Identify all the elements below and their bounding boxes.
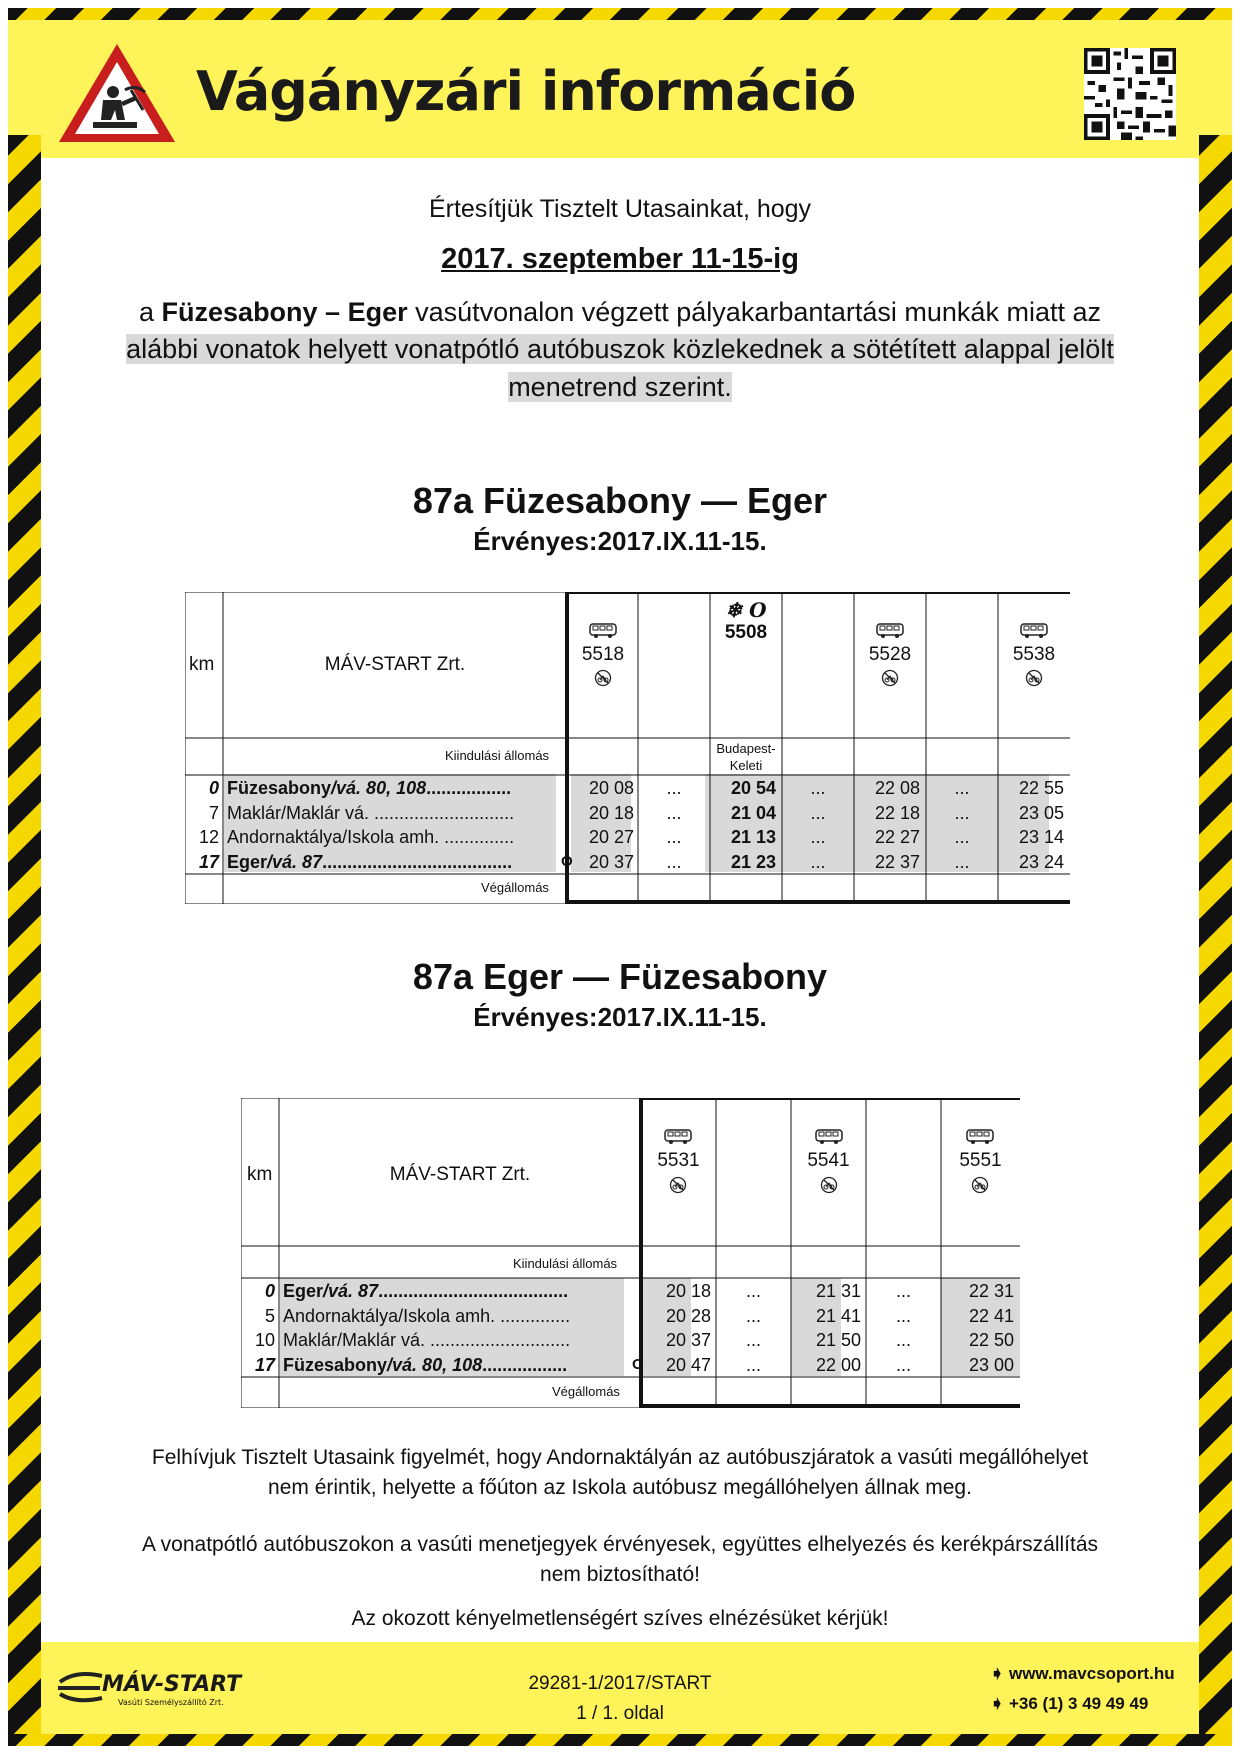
no-bicycle-icon <box>594 669 612 691</box>
km-value: 12 <box>198 827 219 847</box>
no-bicycle-icon <box>881 669 899 691</box>
leader-dots: ............................ <box>425 1330 571 1350</box>
phone-number[interactable] <box>990 1694 1148 1714</box>
time-cell: 20 08 <box>588 778 634 798</box>
time-cell: 22 50 <box>968 1330 1014 1350</box>
reference-number: 29281-1/2017/START <box>528 1673 712 1694</box>
hazard-stripes-top <box>8 8 1232 20</box>
time-cell: 20 18 <box>665 1281 711 1301</box>
table1-title: 87a Füzesabony — Eger <box>412 480 828 521</box>
station-name <box>227 801 557 825</box>
station-suffix: /Maklár vá. <box>337 1330 426 1350</box>
table-row <box>185 825 1070 849</box>
leader-dots: ................. <box>482 1354 568 1375</box>
no-service-cell: ... <box>954 778 970 798</box>
no-service-cell: ... <box>745 1354 761 1375</box>
logo-subtext: Vasúti Személyszállító Zrt. <box>118 1698 224 1707</box>
no-service-cell: ... <box>895 1354 911 1375</box>
bus-icon <box>588 622 618 640</box>
train-number-5538: 5538 <box>1012 644 1056 665</box>
station-label: Füzesabony <box>283 1354 388 1375</box>
leader-dots: ...................................... <box>378 1281 569 1301</box>
intro-text: vasútvonalon végzett pályakarbantartási munkák miatt az <box>407 297 1101 327</box>
train-number-5531: 5531 <box>657 1150 700 1171</box>
station-name <box>283 1279 628 1303</box>
no-service-cell: ... <box>666 802 682 823</box>
time-cell: 20 37 <box>588 851 634 872</box>
leader-dots: .............. <box>495 1305 571 1326</box>
no-service-cell: ... <box>810 778 826 798</box>
worker-warning-icon <box>55 40 179 146</box>
time-cell: 20 54 <box>730 778 776 798</box>
bus-icon <box>1019 622 1049 644</box>
no-service-cell: ... <box>810 802 826 823</box>
station-label: Maklár <box>283 1330 338 1350</box>
start-station-label: Kiindulási állomás <box>445 748 550 763</box>
operator-header: MÁV-START Zrt. <box>389 1164 531 1185</box>
no-bicycle-icon <box>669 1176 687 1198</box>
no-service-cell: ... <box>666 778 682 798</box>
no-service-cell: ... <box>895 1330 911 1350</box>
intro-line-1: Értesítjük Tisztelt Utasainkat, hogy <box>428 195 812 223</box>
qr-code[interactable] <box>1084 48 1176 140</box>
time-cell: 22 27 <box>874 827 920 847</box>
leader-dots: ...................................... <box>322 851 513 872</box>
no-service-cell: ... <box>666 851 682 872</box>
station-label: Andornaktálya <box>283 1305 399 1326</box>
note-line: A vonatpótló autóbuszokon a vasúti menetjegyek érvényesek, együttes elhelyezés és kerékpárszállítás <box>141 1533 1099 1556</box>
no-service-cell: ... <box>954 802 970 823</box>
train-number-5518: 5518 <box>581 644 625 665</box>
table-row <box>241 1328 1020 1352</box>
table1-validity: Érvényes:2017.IX.11-15. <box>473 526 767 556</box>
leader-dots: .............. <box>439 827 515 847</box>
time-cell: 22 55 <box>1018 778 1064 798</box>
no-service-cell: ... <box>745 1281 761 1301</box>
notice-andornaktalya <box>0 1443 1240 1503</box>
train-number-5551: 5551 <box>959 1150 1002 1171</box>
no-bicycle-icon <box>1025 669 1043 691</box>
no-service-cell: ... <box>954 827 970 847</box>
km-header: km <box>189 654 215 675</box>
time-cell: 22 00 <box>815 1354 861 1375</box>
website-text: www.mavcsoport.hu <box>1008 1664 1175 1683</box>
time-cell: 21 41 <box>815 1305 861 1326</box>
leader-dots: ................. <box>426 778 512 798</box>
time-cell: 20 28 <box>665 1305 711 1326</box>
intro-line-5 <box>0 372 1240 403</box>
table2-validity: Érvényes:2017.IX.11-15. <box>473 1002 767 1032</box>
table-row <box>241 1279 1020 1303</box>
time-cell: 23 14 <box>1018 827 1064 847</box>
table2-title: 87a Eger — Füzesabony <box>412 956 828 997</box>
no-service-cell: ... <box>810 851 826 872</box>
intro-line-3 <box>0 297 1240 328</box>
time-cell: 22 08 <box>874 778 920 798</box>
no-bicycle-icon <box>971 1176 989 1198</box>
arrow-icon: ➧ <box>990 1694 1009 1713</box>
start-station-label: Kiindulási állomás <box>513 1256 618 1271</box>
station-label: Eger <box>283 1281 324 1301</box>
station-suffix: /vá. 80, 108 <box>331 778 427 798</box>
time-cell: 21 23 <box>730 851 776 872</box>
end-station-label: Végállomás <box>552 1384 620 1399</box>
no-bicycle-icon <box>820 1176 838 1198</box>
intro-highlight: menetrend szerint. <box>508 372 732 402</box>
time-cell: 22 41 <box>968 1305 1014 1326</box>
station-name <box>227 776 557 800</box>
bus-icon <box>965 1128 995 1150</box>
note-line: nem biztosítható! <box>540 1563 700 1586</box>
time-cell: 23 05 <box>1018 802 1064 823</box>
time-cell: 20 18 <box>588 802 634 823</box>
station-label: Füzesabony <box>227 778 332 798</box>
intro-line-4 <box>0 334 1240 365</box>
phone-text: +36 (1) 3 49 49 49 <box>1008 1694 1149 1713</box>
station-name <box>227 850 557 874</box>
table-row <box>185 801 1070 825</box>
table-row <box>241 1304 1020 1328</box>
station-label: Maklár <box>227 802 282 823</box>
time-cell: 23 00 <box>968 1354 1014 1375</box>
route-name: Füzesabony – Eger <box>161 297 408 327</box>
station-suffix: /Iskola amh. <box>342 827 440 847</box>
terminus-mark: O <box>561 852 573 870</box>
intro-text: a <box>139 297 162 327</box>
page-title: Vágányzári információ <box>196 60 856 123</box>
station-suffix: /Maklár vá. <box>281 802 370 823</box>
table-row <box>241 1353 1020 1377</box>
time-cell: 22 37 <box>874 851 920 872</box>
operator-header: MÁV-START Zrt. <box>324 654 466 675</box>
page-number: 1 / 1. oldal <box>576 1703 664 1724</box>
origin-budapest-keleti: Budapest-Keleti <box>716 741 776 773</box>
no-service-cell: ... <box>810 827 826 847</box>
no-service-cell: ... <box>895 1305 911 1326</box>
timetable-2 <box>241 1098 1020 1408</box>
time-cell: 20 27 <box>588 827 634 847</box>
time-cell: 22 18 <box>874 802 920 823</box>
bus-icon <box>814 1128 844 1150</box>
table-row <box>185 850 1070 874</box>
no-service-cell: ... <box>745 1330 761 1350</box>
station-name <box>227 825 557 849</box>
bus-icon <box>875 622 905 644</box>
no-service-cell: ... <box>895 1281 911 1301</box>
train-5508-symbols: ❄ O <box>725 598 767 622</box>
notice-apology: Az okozott kényelmetlenségért szíves elnézésüket kérjük! <box>351 1607 889 1630</box>
logo-text: MÁV-START <box>102 1672 242 1697</box>
website-link[interactable] <box>990 1664 1175 1684</box>
timetable-1 <box>185 592 1070 904</box>
intro-highlight: alábbi vonatok helyett vonatpótló autóbuszok közlekednek a sötétített alappal jelölt <box>126 334 1114 364</box>
closure-date: 2017. szeptember 11-15-ig <box>441 243 799 275</box>
km-value: 17 <box>254 1354 275 1375</box>
station-label: Andornaktálya <box>227 827 343 847</box>
time-cell: 20 47 <box>665 1354 711 1375</box>
note-line: Felhívjuk Tisztelt Utasaink figyelmét, hogy Andornaktályán az autóbuszjáratok a vasúti megállóhelyet <box>151 1446 1089 1469</box>
arrow-icon: ➧ <box>990 1664 1009 1683</box>
no-service-cell: ... <box>954 851 970 872</box>
km-value: 10 <box>254 1330 275 1350</box>
hazard-stripes-bottom <box>8 1734 1232 1746</box>
table-row <box>185 776 1070 800</box>
km-value: 0 <box>264 1281 275 1301</box>
note-line: nem érintik, helyette a főúton az Iskola autóbusz megállóhelyen állnak meg. <box>268 1476 972 1499</box>
notice-tickets <box>0 1530 1240 1590</box>
train-number-5541: 5541 <box>807 1150 850 1171</box>
train-number-5508: 5508 <box>724 622 768 643</box>
leader-dots: ............................ <box>369 802 515 823</box>
station-name <box>283 1328 628 1352</box>
station-name <box>283 1304 628 1328</box>
end-station-label: Végállomás <box>481 880 549 895</box>
km-header: km <box>247 1164 273 1185</box>
km-value: 17 <box>198 851 219 872</box>
time-cell: 21 13 <box>730 827 776 847</box>
station-label: Eger <box>227 851 268 872</box>
station-suffix: /Iskola amh. <box>398 1305 496 1326</box>
bus-icon <box>663 1128 693 1150</box>
no-service-cell: ... <box>745 1305 761 1326</box>
station-name <box>283 1353 628 1377</box>
time-cell: 23 24 <box>1018 851 1064 872</box>
station-suffix: /vá. 87 <box>267 851 323 872</box>
no-service-cell: ... <box>666 827 682 847</box>
time-cell: 22 31 <box>968 1281 1014 1301</box>
time-cell: 21 31 <box>815 1281 861 1301</box>
time-cell: 20 37 <box>665 1330 711 1350</box>
train-number-5528: 5528 <box>868 644 912 665</box>
station-suffix: /vá. 87 <box>323 1281 379 1301</box>
time-cell: 21 04 <box>730 802 776 823</box>
km-value: 0 <box>208 778 219 798</box>
time-cell: 21 50 <box>815 1330 861 1350</box>
km-value: 5 <box>264 1305 275 1326</box>
km-value: 7 <box>208 802 219 823</box>
terminus-mark: O <box>632 1355 644 1373</box>
station-suffix: /vá. 80, 108 <box>387 1354 483 1375</box>
